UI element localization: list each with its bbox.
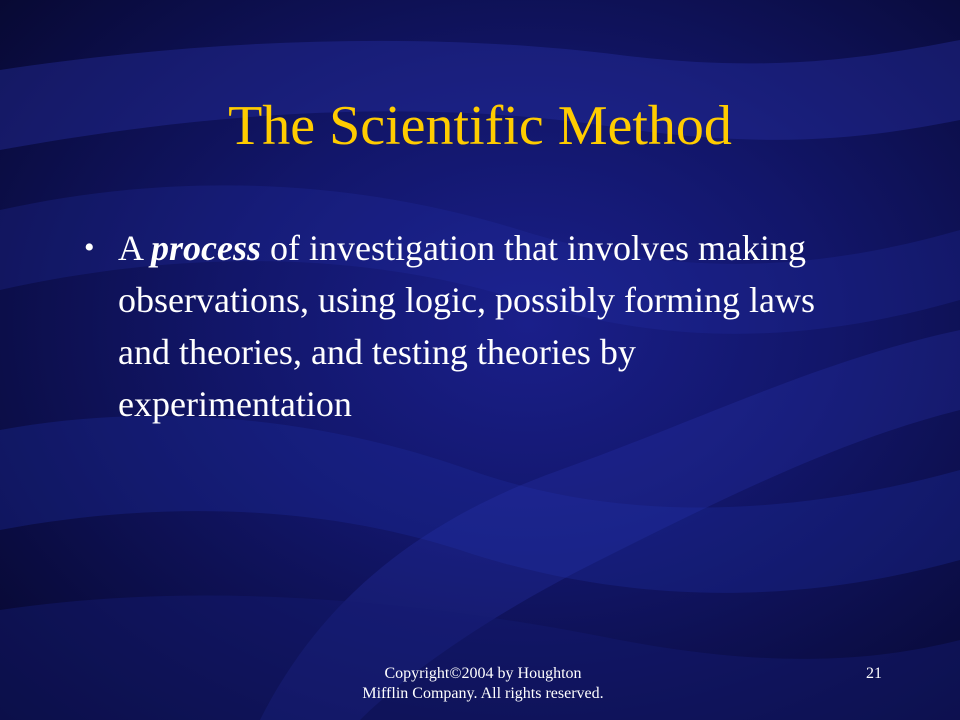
bullet-marker: • <box>84 231 95 264</box>
footer-copyright <box>318 664 648 704</box>
bullet-emphasis: process <box>151 228 262 268</box>
bullet-text-start: A <box>118 228 152 268</box>
page-number: 21 <box>866 665 882 682</box>
bullet-list <box>84 222 874 430</box>
slide-title: The Scientific Method <box>228 95 732 157</box>
copyright-line-1: Copyright©2004 by Houghton <box>384 665 582 682</box>
bullet-text-end: of investigation that involves making observations, using logic, possibly forming laws and theories, and testing theories by experimentation <box>118 228 815 424</box>
bullet-item <box>84 222 874 430</box>
copyright-line-2: Mifflin Company. All rights reserved. <box>362 685 604 702</box>
